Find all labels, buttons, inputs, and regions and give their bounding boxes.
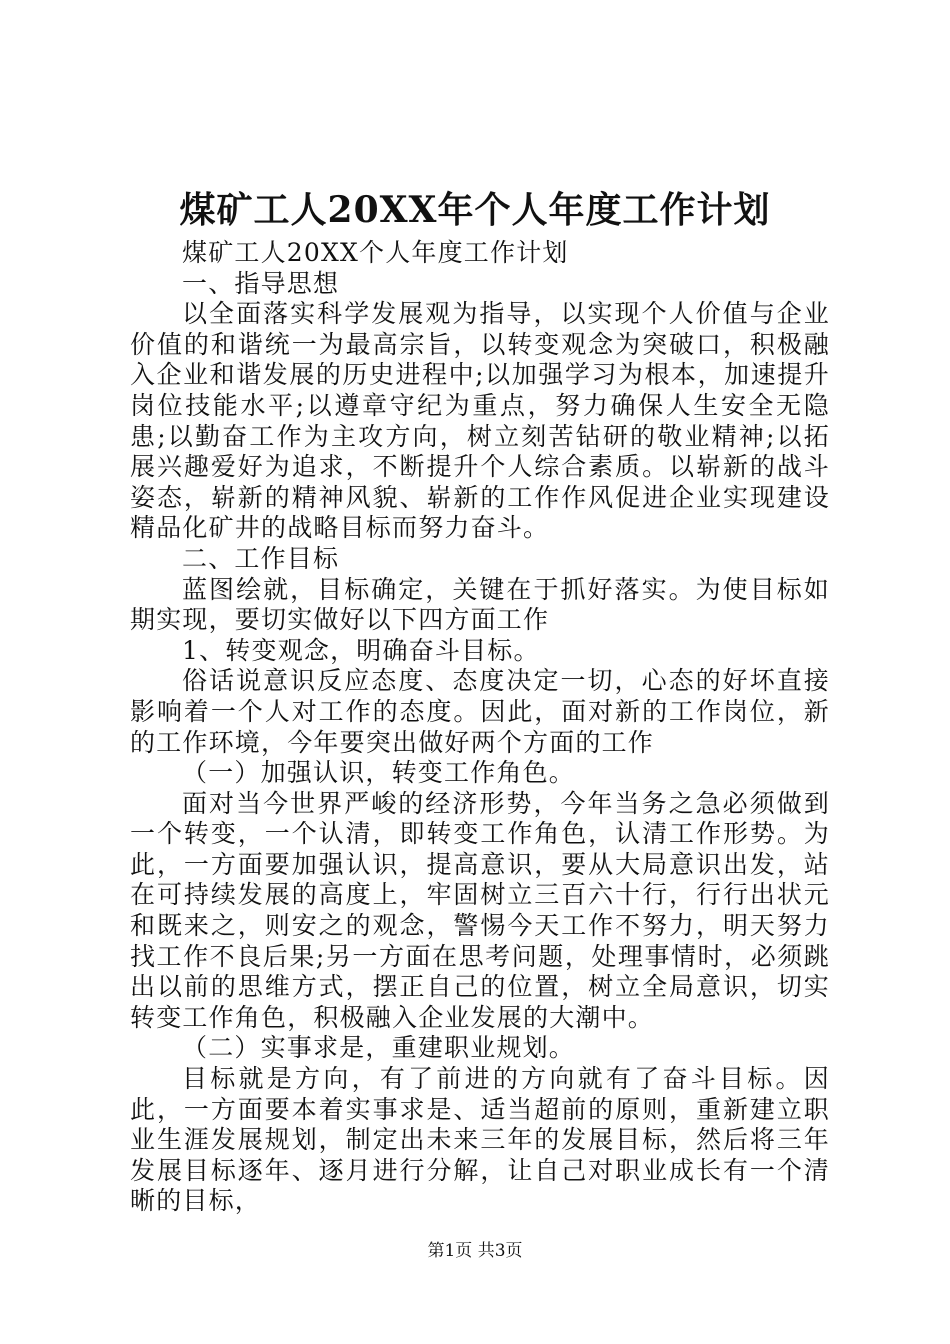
paragraph-subtitle: 煤矿工人20XX个人年度工作计划 [182,238,569,267]
heading-work-goals: 二、工作目标 [182,543,340,573]
subheading-change-concept: 1、转变观念，明确奋斗目标。 [182,635,540,665]
page-footer: 第1页 共3页 [427,1241,523,1261]
paragraph: 目标就是方向，有了前进的方向就有了奋斗目标。因此，一方面要本着实事求是、适当超前的原则，重新建立职业生涯发展规划，制定出未来三年的发展目标，然后将三年发展目标逐年、逐月进行分解，让自己对职业成长有一个清晰的目标， [130,1064,830,1216]
heading-guiding-ideology: 一、指导思想 [182,268,340,298]
subheading-career-planning: （二）实事求是，重建职业规划。 [182,1033,576,1063]
document-body [130,238,830,1217]
paragraph: 以全面落实科学发展观为指导，以实现个人价值与企业价值的和谐统一为最高宗旨，以转变观念为突破口，积极融入企业和谐发展的历史进程中;以加强学习为根本，加速提升岗位技能水平;以遵章守纪为重点，努力确保人生安全无隐患;以勤奋工作为主攻方向，树立刻苦钻研的敬业精神;以拓展兴趣爱好为追求，不断提升个人综合素质。以崭新的战斗姿态，崭新的精神风貌、崭新的工作作风促进企业实现建设精品化矿井的战略目标而努力奋斗。 [130,299,830,543]
subheading-strengthen-awareness: （一）加强认识，转变工作角色。 [182,758,576,788]
paragraph: 俗话说意识反应态度、态度决定一切，心态的好坏直接影响着一个人对工作的态度。因此，面对新的工作岗位，新的工作环境，今年要突出做好两个方面的工作 [130,666,830,757]
paragraph: 面对当今世界严峻的经济形势，今年当务之急必须做到一个转变，一个认清，即转变工作角色，认清工作形势。为此，一方面要加强认识，提高意识，要从大局意识出发，站在可持续发展的高度上，牢固树立三百六十行，行行出状元和既来之，则安之的观念，警惕今天工作不努力，明天努力找工作不良后果;另一方面在思考问题，处理事情时，必须跳出以前的思维方式，摆正自己的位置，树立全局意识，切实转变工作角色，积极融入企业发展的大潮中。 [130,788,830,1032]
paragraph: 蓝图绘就，目标确定，关键在于抓好落实。为使目标如期实现，要切实做好以下四方面工作 [130,574,830,635]
document-title: 煤矿工人20XX年个人年度工作计划 [179,189,771,231]
